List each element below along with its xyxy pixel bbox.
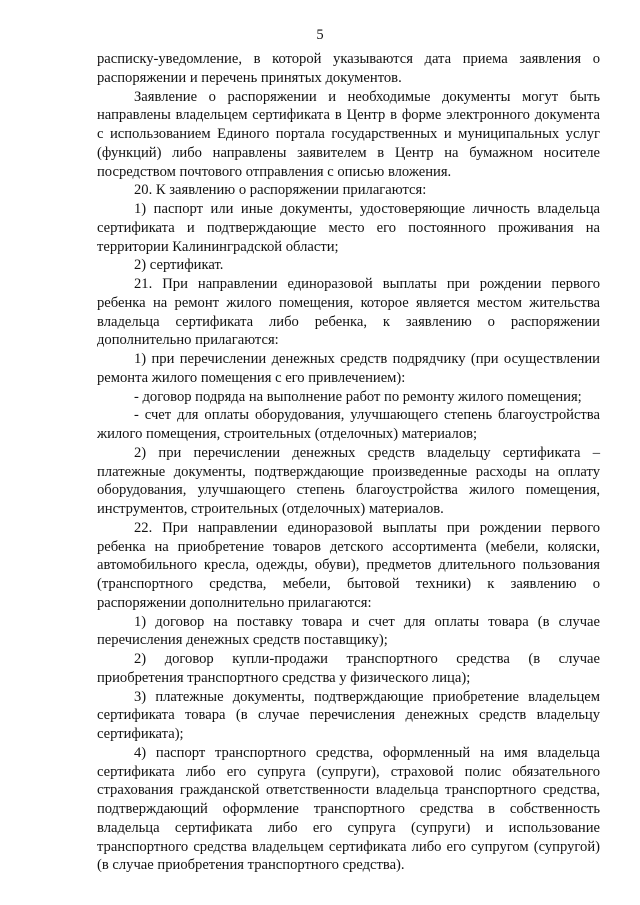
paragraph: - счет для оплаты оборудования, улучшающего степень благоустройства жилого помещения, строительных (отделочных) материалов; — [97, 407, 600, 442]
paragraph: 1) при перечислении денежных средств подрядчику (при осуществлении ремонта жилого помещения с его привлечением): — [97, 351, 600, 386]
paragraph: 20. К заявлению о распоряжении прилагаются: — [134, 182, 427, 199]
paragraph: 2) сертификат. — [134, 257, 224, 274]
paragraph: 4) паспорт транспортного средства, оформленный на имя владельца сертификата либо его супруга (супруги), страховой полис обязательного страхования гражданской ответственности владельца транспортного средства, подтверждающий оформление транспортного средства в собственность владельца сертификата либо его супруга (супруги) и использование транспортного средства владельцем сертификата либо его супругом (супругой) (в случае приобретения транспортного средства). — [97, 744, 600, 874]
paragraph: 3) платежные документы, подтверждающие приобретение владельцем сертификата товара (в случае перечисления денежных средств владельцу сертификата); — [97, 688, 600, 742]
paragraph: 2) при перечислении денежных средств владельцу сертификата – платежные документы, подтверждающие произведенные расходы на оплату оборудования, улучшающего степень благоустройства жилого помещения, инструментов, строительных (отделочных) материалов. — [97, 444, 600, 517]
paragraph: 1) паспорт или иные документы, удостоверяющие личность владельца сертификата и подтверждающие место его постоянного проживания на территории Калининградской области; — [97, 201, 600, 255]
paragraph: 21. При направлении единоразовой выплаты при рождении первого ребенка на ремонт жилого помещения, которое является местом жительства владельца сертификата либо ребенка, к заявлению о распоряжении дополнительно прилагаются: — [97, 276, 600, 349]
paragraph: расписку-уведомление, в которой указываются дата приема заявления о распоряжении и перечень принятых документов. — [97, 51, 600, 86]
document-body — [97, 50, 600, 875]
paragraph: 22. При направлении единоразовой выплаты при рождении первого ребенка на приобретение товаров детского ассортимента (мебели, коляски, автомобильного кресла, одежды, обуви), предметов длительного пользования (транспортного средства, мебели, бытовой техники) к заявлению о распоряжении дополнительно прилагаются: — [97, 519, 600, 611]
paragraph: Заявление о распоряжении и необходимые документы могут быть направлены владельцем сертификата в Центр в форме электронного документа с использованием Единого портала государственных и муниципальных услуг (функций) либо направлены заявителем в Центр на бумажном носителе посредством почтового отправления с описью вложения. — [97, 88, 600, 180]
paragraph: - договор подряда на выполнение работ по ремонту жилого помещения; — [134, 388, 582, 405]
paragraph: 2) договор купли-продажи транспортного средства (в случае приобретения транспортного средства у физического лица); — [97, 651, 600, 686]
paragraph: 1) договор на поставку товара и счет для оплаты товара (в случае перечисления денежных средств поставщику); — [97, 613, 600, 649]
page-number: 5 — [316, 27, 324, 43]
